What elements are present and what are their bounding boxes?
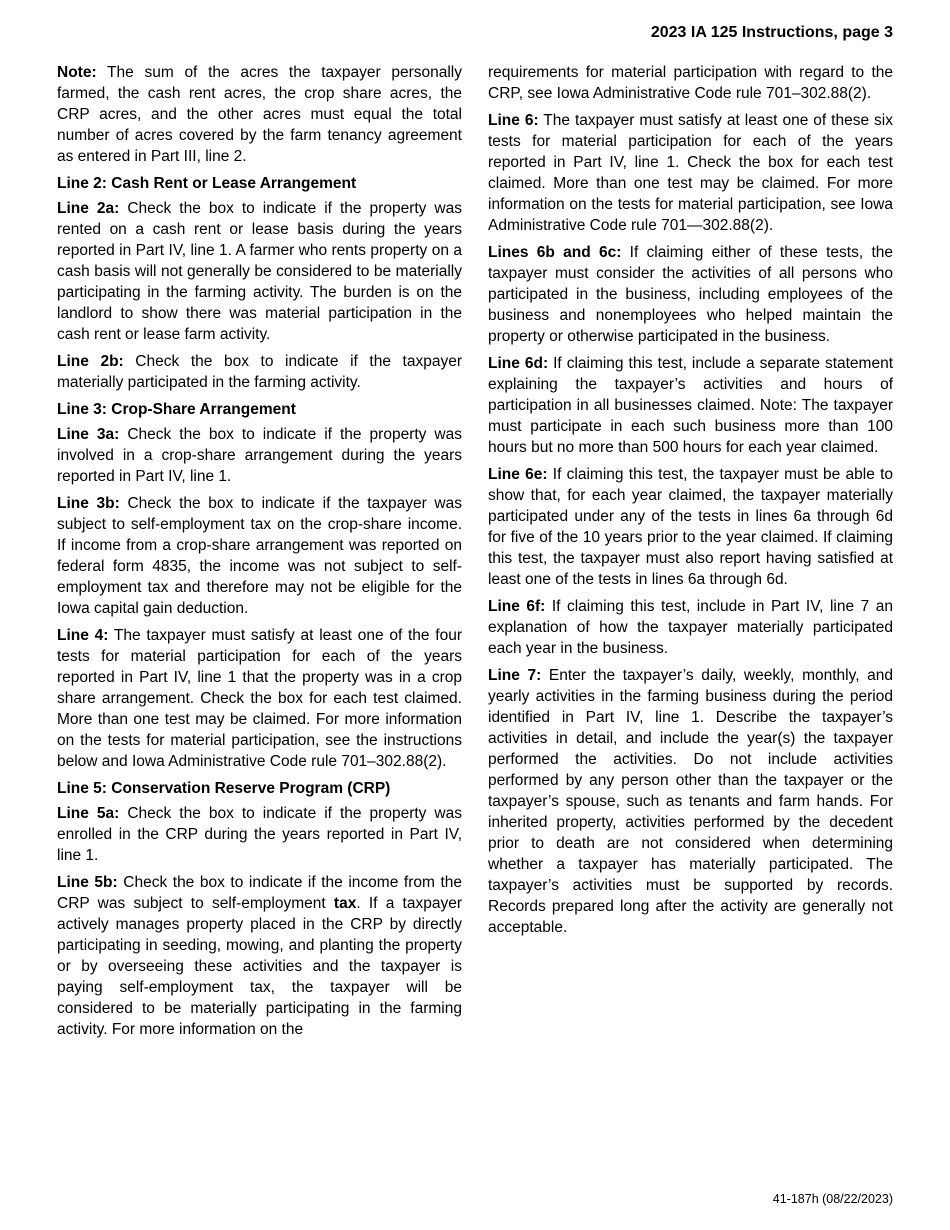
instruction-paragraph: requirements for material participation with regard to the CRP, see Iowa Administrative Code rule 701–302.88(2). [488, 64, 893, 102]
section-heading [57, 778, 462, 799]
instruction-paragraph: Line 4: The taxpayer must satisfy at least one of the four tests for material participation for each of the years reported in Part IV, line 1 that the property was in a crop share arrangement. Check the box for each test claimed. More than one test may be claimed. For more information on the tests for material participation, see the instructions below and Iowa Administrative Code rule 701–302.88(2). [57, 627, 463, 770]
paragraph-label: Line 4: [57, 627, 109, 644]
form-number: 41-187h (08/22/2023) [772, 1192, 893, 1206]
paragraph-label: Line 6d: [488, 355, 549, 372]
instruction-paragraph: Line 5a: Check the box to indicate if the property was enrolled in the CRP during the years reported in Part IV, line 1. [57, 805, 462, 864]
instruction-paragraph: Line 3a: Check the box to indicate if the property was involved in a crop-share arrangement during the years reported in Part IV, line 1. [57, 426, 462, 485]
paragraph-label: Line 6f: [488, 598, 546, 615]
left-column [57, 62, 462, 1046]
instruction-paragraph: Line 2a: Check the box to indicate if the property was rented on a cash rent or lease basis during the years reported in Part IV, line 1. A farmer who rents property on a cash basis will not generally be considered to be materially participating in the farming activity. The burden is on the landlord to show there was material participation in the cash rent or lease farm activity. [57, 200, 462, 343]
instruction-paragraph: Line 3b: Check the box to indicate if the taxpayer was subject to self-employment tax on the crop-share income. If income from a crop-share arrangement was reported on federal form 4835, the income was not subject to self-employment tax and therefore may not be eligible for the Iowa capital gain deduction. [57, 495, 462, 617]
paragraph-label: Line 3a: [57, 426, 120, 443]
section-heading [57, 173, 462, 194]
paragraph-label: Note: [57, 64, 97, 81]
right-column [488, 62, 893, 1046]
paragraph-label: Line 3b: [57, 495, 120, 512]
paragraph-label: Line 5a: [57, 805, 120, 822]
instruction-paragraph: Line 6e: If claiming this test, the taxpayer must be able to show that, for each year claimed, the taxpayer materially participated under any of the tests in lines 6a through 6d for five of the 10 years prior to the year claimed. If claiming this test, the taxpayer must also report having satisfied at least one of the tests in lines 6a through 6d. [488, 466, 894, 588]
paragraph-label: Line 7: [488, 667, 542, 684]
instruction-paragraph: Line 6d: If claiming this test, include a separate statement explaining the taxpayer’s activities and hours of participation in all businesses claimed. Note: The taxpayer must participate in each such business more than 100 hours but no more than 500 hours for each year claimed. [488, 355, 894, 456]
page-title: 2023 IA 125 Instructions, page 3 [650, 24, 893, 41]
instruction-paragraph: Lines 6b and 6c: If claiming either of these tests, the taxpayer must consider the activities of all persons who participated in the business, including employees of the business and nonemployees who helped maintain the property or otherwise participated in the business. [488, 244, 893, 345]
paragraph-label: Line 2a: [57, 200, 120, 217]
instruction-paragraph: Line 2b: Check the box to indicate if the taxpayer materially participated in the farming activity. [57, 353, 462, 391]
instruction-paragraph: Line 6: The taxpayer must satisfy at least one of these six tests for material participation for each of the years reported in Part IV, line 1. Check the box for each test claimed. More than one test may be claimed. For more information on the tests for material participation, see Iowa Administrative Code rule 701—302.88(2). [488, 112, 894, 234]
paragraph-label: Line 2b: [57, 353, 124, 370]
paragraph-label: Line 3: Crop-Share Arrangement [57, 401, 296, 418]
section-heading [57, 399, 462, 420]
paragraph-label: Lines 6b and 6c: [488, 244, 622, 261]
page-header [57, 24, 893, 42]
instruction-paragraph: Line 7: Enter the taxpayer’s daily, weekly, monthly, and yearly activities in the farming business during the period identified in Part IV, line 1. Describe the taxpayer’s activities in detail, and include the year(s) the taxpayer performed the activities. Do not include activities performed by any person other than the taxpayer or the taxpayer’s spouse, such as tenants and farm hands. For inherited property, activities performed by the decedent prior to death are not considered when determining whether a taxpayer has materially participated. The taxpayer’s activities must be supported by records. Records prepared long after the activity are generally not acceptable. [488, 667, 893, 936]
paragraph-label: Line 2: Cash Rent or Lease Arrangement [57, 175, 357, 192]
instruction-paragraph: Line 5b: Check the box to indicate if the income from the CRP was subject to self-employment tax. If a taxpayer actively manages property placed in the CRP by directly participating in seeding, mowing, and planting the property or by overseeing these activities and the taxpayer is paying self-employment tax, the taxpayer will be considered to be materially participating in the farming activity. For more information on the [57, 874, 462, 1038]
instruction-paragraph: Note: The sum of the acres the taxpayer personally farmed, the cash rent acres, the crop share acres, the CRP acres, and the other acres must equal the total number of acres covered by the farm tenancy agreement as entered in Part III, line 2. [57, 64, 462, 165]
instruction-paragraph: Line 6f: If claiming this test, include in Part IV, line 7 an explanation of how the taxpayer materially participated each year in the business. [488, 598, 893, 657]
paragraph-label: Line 6e: [488, 466, 548, 483]
two-column-layout [57, 62, 893, 1046]
paragraph-label: Line 5b: [57, 874, 118, 891]
paragraph-label: Line 5: Conservation Reserve Program (CRP) [57, 780, 391, 797]
paragraph-label: Line 6: [488, 112, 539, 129]
paragraph-label: tax [333, 895, 357, 912]
